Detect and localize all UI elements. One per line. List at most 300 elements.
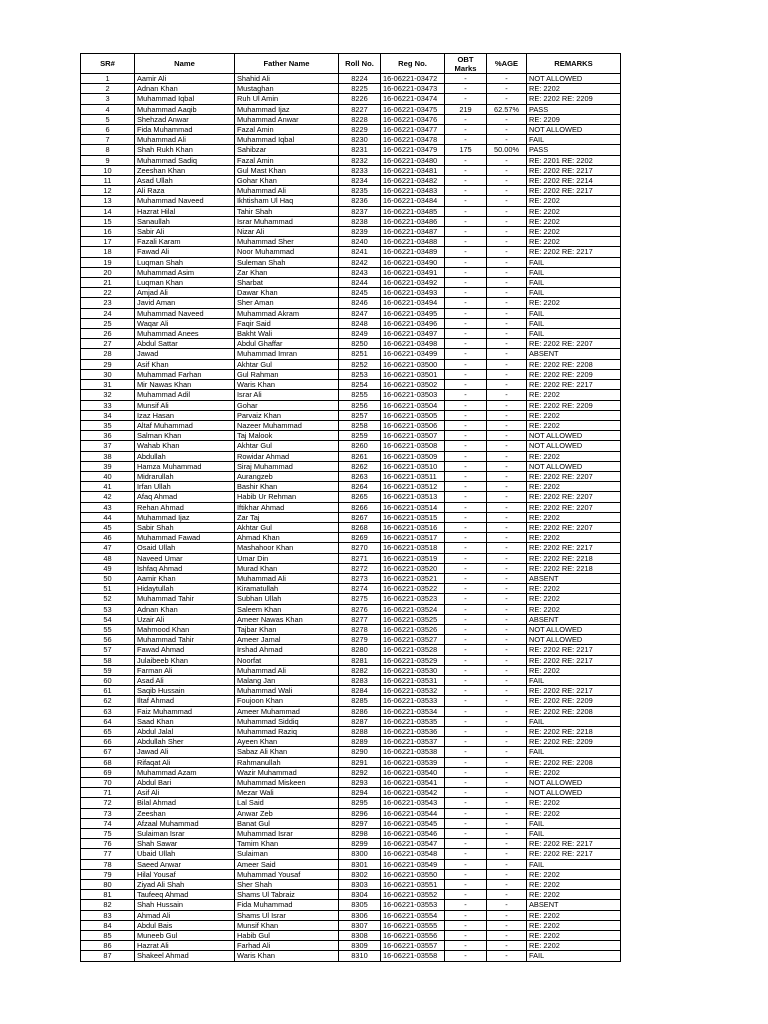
- roll-no-cell: 8234: [339, 176, 381, 186]
- name-cell: Ali Raza: [135, 186, 235, 196]
- obt-marks-cell: -: [445, 257, 487, 267]
- percentage-cell: -: [487, 461, 527, 471]
- sr-cell: 57: [81, 645, 135, 655]
- roll-no-cell: 8235: [339, 186, 381, 196]
- remarks-cell: RE: 2202 RE: 2217: [527, 849, 621, 859]
- percentage-cell: -: [487, 410, 527, 420]
- remarks-cell: RE: 2202 RE: 2217: [527, 655, 621, 665]
- roll-no-cell: 8247: [339, 308, 381, 318]
- table-row: [81, 288, 621, 298]
- sr-cell: 2: [81, 84, 135, 94]
- obt-marks-cell: -: [445, 318, 487, 328]
- reg-no-cell: 16-06221-03546: [381, 829, 445, 839]
- remarks-cell: RE: 2202: [527, 512, 621, 522]
- remarks-cell: NOT ALLOWED: [527, 125, 621, 135]
- percentage-cell: -: [487, 563, 527, 573]
- name-cell: Hazrat Hilal: [135, 206, 235, 216]
- remarks-cell: NOT ALLOWED: [527, 74, 621, 84]
- remarks-cell: FAIL: [527, 829, 621, 839]
- roll-no-cell: 8236: [339, 196, 381, 206]
- remarks-cell: NOT ALLOWED: [527, 624, 621, 634]
- sr-cell: 40: [81, 471, 135, 481]
- father-name-cell: Noorfat: [235, 655, 339, 665]
- sr-cell: 14: [81, 206, 135, 216]
- obt-marks-cell: -: [445, 941, 487, 951]
- reg-no-cell: 16-06221-03494: [381, 298, 445, 308]
- percentage-cell: -: [487, 329, 527, 339]
- sr-cell: 21: [81, 278, 135, 288]
- remarks-cell: RE: 2202 RE: 2207: [527, 502, 621, 512]
- father-name-cell: Akhtar Gul: [235, 359, 339, 369]
- roll-no-cell: 8275: [339, 594, 381, 604]
- reg-no-cell: 16-06221-03508: [381, 441, 445, 451]
- sr-cell: 8: [81, 145, 135, 155]
- father-name-cell: Zar Taj: [235, 512, 339, 522]
- remarks-cell: RE: 2202: [527, 869, 621, 879]
- header-father-name: Father Name: [235, 54, 339, 74]
- sr-cell: 5: [81, 114, 135, 124]
- reg-no-cell: 16-06221-03505: [381, 410, 445, 420]
- percentage-cell: -: [487, 778, 527, 788]
- sr-cell: 67: [81, 747, 135, 757]
- father-name-cell: Rowidar Ahmad: [235, 451, 339, 461]
- sr-cell: 32: [81, 390, 135, 400]
- table-row: [81, 890, 621, 900]
- name-cell: Munsif Ali: [135, 400, 235, 410]
- name-cell: Asif Khan: [135, 359, 235, 369]
- father-name-cell: Ahmad Khan: [235, 533, 339, 543]
- reg-no-cell: 16-06221-03487: [381, 227, 445, 237]
- percentage-cell: -: [487, 645, 527, 655]
- reg-no-cell: 16-06221-03489: [381, 247, 445, 257]
- father-name-cell: Anwar Zeb: [235, 808, 339, 818]
- roll-no-cell: 8280: [339, 645, 381, 655]
- table-row: [81, 849, 621, 859]
- obt-marks-cell: -: [445, 747, 487, 757]
- remarks-cell: RE: 2202 RE: 2209: [527, 400, 621, 410]
- remarks-cell: RE: 2202 RE: 2207: [527, 339, 621, 349]
- sr-cell: 17: [81, 237, 135, 247]
- father-name-cell: Muhammad Imran: [235, 349, 339, 359]
- sr-cell: 58: [81, 655, 135, 665]
- percentage-cell: -: [487, 594, 527, 604]
- reg-no-cell: 16-06221-03526: [381, 624, 445, 634]
- name-cell: Iltaf Ahmad: [135, 696, 235, 706]
- sr-cell: 37: [81, 441, 135, 451]
- table-row: [81, 267, 621, 277]
- roll-no-cell: 8231: [339, 145, 381, 155]
- sr-cell: 75: [81, 829, 135, 839]
- name-cell: Hidaytullah: [135, 584, 235, 594]
- name-cell: Sabir Ali: [135, 227, 235, 237]
- reg-no-cell: 16-06221-03510: [381, 461, 445, 471]
- father-name-cell: Bakht Wali: [235, 329, 339, 339]
- remarks-cell: RE: 2202 RE: 2217: [527, 543, 621, 553]
- remarks-cell: FAIL: [527, 859, 621, 869]
- roll-no-cell: 8254: [339, 380, 381, 390]
- reg-no-cell: 16-06221-03481: [381, 165, 445, 175]
- table-row: [81, 165, 621, 175]
- remarks-cell: NOT ALLOWED: [527, 788, 621, 798]
- table-row: [81, 839, 621, 849]
- obt-marks-cell: -: [445, 737, 487, 747]
- percentage-cell: -: [487, 675, 527, 685]
- sr-cell: 54: [81, 614, 135, 624]
- reg-no-cell: 16-06221-03502: [381, 380, 445, 390]
- table-row: [81, 492, 621, 502]
- name-cell: Abdul Bari: [135, 778, 235, 788]
- obt-marks-cell: -: [445, 196, 487, 206]
- roll-no-cell: 8269: [339, 533, 381, 543]
- father-name-cell: Tajbar Khan: [235, 624, 339, 634]
- percentage-cell: -: [487, 74, 527, 84]
- father-name-cell: Ameer Said: [235, 859, 339, 869]
- roll-no-cell: 8248: [339, 318, 381, 328]
- remarks-cell: FAIL: [527, 951, 621, 961]
- reg-no-cell: 16-06221-03490: [381, 257, 445, 267]
- table-row: [81, 512, 621, 522]
- percentage-cell: -: [487, 380, 527, 390]
- percentage-cell: -: [487, 706, 527, 716]
- percentage-cell: -: [487, 808, 527, 818]
- name-cell: Shah Sawar: [135, 839, 235, 849]
- roll-no-cell: 8290: [339, 747, 381, 757]
- roll-no-cell: 8303: [339, 880, 381, 890]
- obt-marks-cell: 219: [445, 104, 487, 114]
- reg-no-cell: 16-06221-03521: [381, 573, 445, 583]
- name-cell: Muhammad Sadiq: [135, 155, 235, 165]
- obt-marks-cell: -: [445, 859, 487, 869]
- reg-no-cell: 16-06221-03473: [381, 84, 445, 94]
- remarks-cell: RE: 2202: [527, 216, 621, 226]
- name-cell: Midrarullah: [135, 471, 235, 481]
- table-row: [81, 380, 621, 390]
- obt-marks-cell: -: [445, 94, 487, 104]
- remarks-cell: RE: 2202 RE: 2207: [527, 492, 621, 502]
- roll-no-cell: 8243: [339, 267, 381, 277]
- roll-no-cell: 8240: [339, 237, 381, 247]
- obt-marks-cell: -: [445, 237, 487, 247]
- percentage-cell: -: [487, 522, 527, 532]
- table-row: [81, 451, 621, 461]
- percentage-cell: -: [487, 900, 527, 910]
- sr-cell: 74: [81, 818, 135, 828]
- name-cell: Sabir Shah: [135, 522, 235, 532]
- percentage-cell: -: [487, 196, 527, 206]
- roll-no-cell: 8276: [339, 604, 381, 614]
- table-row: [81, 114, 621, 124]
- obt-marks-cell: -: [445, 135, 487, 145]
- obt-marks-cell: -: [445, 951, 487, 961]
- father-name-cell: Israr Ali: [235, 390, 339, 400]
- obt-marks-cell: -: [445, 165, 487, 175]
- roll-no-cell: 8258: [339, 420, 381, 430]
- roll-no-cell: 8294: [339, 788, 381, 798]
- roll-no-cell: 8271: [339, 553, 381, 563]
- sr-cell: 38: [81, 451, 135, 461]
- sr-cell: 72: [81, 798, 135, 808]
- father-name-cell: Nizar Ali: [235, 227, 339, 237]
- remarks-cell: RE: 2202 RE: 2208: [527, 359, 621, 369]
- reg-no-cell: 16-06221-03528: [381, 645, 445, 655]
- roll-no-cell: 8281: [339, 655, 381, 665]
- roll-no-cell: 8289: [339, 737, 381, 747]
- father-name-cell: Suleman Shah: [235, 257, 339, 267]
- obt-marks-cell: -: [445, 522, 487, 532]
- roll-no-cell: 8257: [339, 410, 381, 420]
- obt-marks-cell: -: [445, 778, 487, 788]
- name-cell: Ubaid Ullah: [135, 849, 235, 859]
- name-cell: Muneeb Gul: [135, 931, 235, 941]
- name-cell: Mahmood Khan: [135, 624, 235, 634]
- sr-cell: 59: [81, 665, 135, 675]
- obt-marks-cell: -: [445, 614, 487, 624]
- table-row: [81, 298, 621, 308]
- reg-no-cell: 16-06221-03514: [381, 502, 445, 512]
- name-cell: Julaibeeb Khan: [135, 655, 235, 665]
- remarks-cell: RE: 2202: [527, 941, 621, 951]
- remarks-cell: RE: 2202: [527, 920, 621, 930]
- roll-no-cell: 8230: [339, 135, 381, 145]
- father-name-cell: Muhammad Ali: [235, 573, 339, 583]
- obt-marks-cell: -: [445, 278, 487, 288]
- reg-no-cell: 16-06221-03479: [381, 145, 445, 155]
- sr-cell: 85: [81, 931, 135, 941]
- father-name-cell: Habib Ur Rehman: [235, 492, 339, 502]
- sr-cell: 19: [81, 257, 135, 267]
- obt-marks-cell: -: [445, 573, 487, 583]
- name-cell: Ahmad Ali: [135, 910, 235, 920]
- father-name-cell: Akhtar Gul: [235, 522, 339, 532]
- remarks-cell: FAIL: [527, 716, 621, 726]
- sr-cell: 43: [81, 502, 135, 512]
- father-name-cell: Gohar Khan: [235, 176, 339, 186]
- remarks-cell: RE: 2202: [527, 604, 621, 614]
- name-cell: Asad Ullah: [135, 176, 235, 186]
- table-row: [81, 308, 621, 318]
- obt-marks-cell: -: [445, 369, 487, 379]
- table-row: [81, 798, 621, 808]
- percentage-cell: -: [487, 767, 527, 777]
- table-body: [81, 74, 621, 962]
- obt-marks-cell: -: [445, 420, 487, 430]
- father-name-cell: Sher Shah: [235, 880, 339, 890]
- roll-no-cell: 8255: [339, 390, 381, 400]
- reg-no-cell: 16-06221-03548: [381, 849, 445, 859]
- roll-no-cell: 8273: [339, 573, 381, 583]
- header-percentage: %AGE: [487, 54, 527, 74]
- name-cell: Afaq Ahmad: [135, 492, 235, 502]
- sr-cell: 30: [81, 369, 135, 379]
- sr-cell: 28: [81, 349, 135, 359]
- obt-marks-cell: -: [445, 788, 487, 798]
- reg-no-cell: 16-06221-03500: [381, 359, 445, 369]
- reg-no-cell: 16-06221-03557: [381, 941, 445, 951]
- obt-marks-cell: -: [445, 431, 487, 441]
- table-row: [81, 869, 621, 879]
- name-cell: Osaid Ullah: [135, 543, 235, 553]
- table-row: [81, 941, 621, 951]
- table-row: [81, 951, 621, 961]
- name-cell: Bilal Ahmad: [135, 798, 235, 808]
- roll-no-cell: 8307: [339, 920, 381, 930]
- percentage-cell: -: [487, 533, 527, 543]
- obt-marks-cell: -: [445, 155, 487, 165]
- sr-cell: 46: [81, 533, 135, 543]
- remarks-cell: ABSENT: [527, 573, 621, 583]
- table-row: [81, 431, 621, 441]
- header-reg-no: Reg No.: [381, 54, 445, 74]
- reg-no-cell: 16-06221-03550: [381, 869, 445, 879]
- reg-no-cell: 16-06221-03555: [381, 920, 445, 930]
- percentage-cell: -: [487, 910, 527, 920]
- remarks-cell: RE: 2202 RE: 2217: [527, 839, 621, 849]
- table-row: [81, 859, 621, 869]
- reg-no-cell: 16-06221-03530: [381, 665, 445, 675]
- reg-no-cell: 16-06221-03495: [381, 308, 445, 318]
- percentage-cell: -: [487, 349, 527, 359]
- roll-no-cell: 8298: [339, 829, 381, 839]
- roll-no-cell: 8250: [339, 339, 381, 349]
- percentage-cell: -: [487, 482, 527, 492]
- roll-no-cell: 8282: [339, 665, 381, 675]
- sr-cell: 7: [81, 135, 135, 145]
- name-cell: Adnan Khan: [135, 604, 235, 614]
- obt-marks-cell: -: [445, 553, 487, 563]
- percentage-cell: -: [487, 431, 527, 441]
- roll-no-cell: 8265: [339, 492, 381, 502]
- percentage-cell: -: [487, 125, 527, 135]
- name-cell: Abdul Sattar: [135, 339, 235, 349]
- obt-marks-cell: -: [445, 461, 487, 471]
- remarks-cell: RE: 2202: [527, 451, 621, 461]
- percentage-cell: -: [487, 339, 527, 349]
- table-row: [81, 716, 621, 726]
- remarks-cell: FAIL: [527, 288, 621, 298]
- roll-no-cell: 8277: [339, 614, 381, 624]
- name-cell: Muhammad Tahir: [135, 635, 235, 645]
- reg-no-cell: 16-06221-03551: [381, 880, 445, 890]
- percentage-cell: -: [487, 624, 527, 634]
- remarks-cell: RE: 2202: [527, 808, 621, 818]
- reg-no-cell: 16-06221-03492: [381, 278, 445, 288]
- obt-marks-cell: -: [445, 910, 487, 920]
- name-cell: Muhammad Naveed: [135, 196, 235, 206]
- reg-no-cell: 16-06221-03533: [381, 696, 445, 706]
- table-row: [81, 196, 621, 206]
- percentage-cell: -: [487, 890, 527, 900]
- table-row: [81, 594, 621, 604]
- name-cell: Mir Nawas Khan: [135, 380, 235, 390]
- table-row: [81, 257, 621, 267]
- remarks-cell: FAIL: [527, 135, 621, 145]
- obt-marks-cell: -: [445, 624, 487, 634]
- roll-no-cell: 8306: [339, 910, 381, 920]
- father-name-cell: Mustaghan: [235, 84, 339, 94]
- roll-no-cell: 8302: [339, 869, 381, 879]
- reg-no-cell: 16-06221-03537: [381, 737, 445, 747]
- table-row: [81, 767, 621, 777]
- percentage-cell: -: [487, 665, 527, 675]
- father-name-cell: Subhan Ullah: [235, 594, 339, 604]
- obt-marks-cell: -: [445, 594, 487, 604]
- percentage-cell: -: [487, 788, 527, 798]
- name-cell: Amjad Ali: [135, 288, 235, 298]
- obt-marks-cell: -: [445, 74, 487, 84]
- table-row: [81, 655, 621, 665]
- percentage-cell: -: [487, 747, 527, 757]
- obt-marks-cell: -: [445, 798, 487, 808]
- roll-no-cell: 8249: [339, 329, 381, 339]
- roll-no-cell: 8285: [339, 696, 381, 706]
- percentage-cell: -: [487, 155, 527, 165]
- percentage-cell: -: [487, 502, 527, 512]
- percentage-cell: -: [487, 655, 527, 665]
- name-cell: Muhammad Tahir: [135, 594, 235, 604]
- sr-cell: 60: [81, 675, 135, 685]
- roll-no-cell: 8301: [339, 859, 381, 869]
- percentage-cell: -: [487, 359, 527, 369]
- percentage-cell: -: [487, 247, 527, 257]
- sr-cell: 45: [81, 522, 135, 532]
- roll-no-cell: 8259: [339, 431, 381, 441]
- roll-no-cell: 8288: [339, 727, 381, 737]
- table-row: [81, 359, 621, 369]
- father-name-cell: Ikhtisham Ul Haq: [235, 196, 339, 206]
- roll-no-cell: 8300: [339, 849, 381, 859]
- reg-no-cell: 16-06221-03553: [381, 900, 445, 910]
- remarks-cell: FAIL: [527, 675, 621, 685]
- obt-marks-cell: -: [445, 186, 487, 196]
- obt-marks-cell: -: [445, 390, 487, 400]
- name-cell: Shehzad Anwar: [135, 114, 235, 124]
- name-cell: Muhammad Iqbal: [135, 94, 235, 104]
- table-row: [81, 186, 621, 196]
- percentage-cell: -: [487, 492, 527, 502]
- father-name-cell: Aurangzeb: [235, 471, 339, 481]
- percentage-cell: -: [487, 737, 527, 747]
- sr-cell: 64: [81, 716, 135, 726]
- obt-marks-cell: -: [445, 308, 487, 318]
- obt-marks-cell: -: [445, 869, 487, 879]
- table-row: [81, 216, 621, 226]
- name-cell: Zeeshan: [135, 808, 235, 818]
- percentage-cell: -: [487, 543, 527, 553]
- table-row: [81, 502, 621, 512]
- results-table: [80, 53, 621, 962]
- percentage-cell: -: [487, 849, 527, 859]
- name-cell: Rifaqat Ali: [135, 757, 235, 767]
- name-cell: Muhammad Ali: [135, 135, 235, 145]
- father-name-cell: Kiramatullah: [235, 584, 339, 594]
- sr-cell: 50: [81, 573, 135, 583]
- table-row: [81, 624, 621, 634]
- name-cell: Adnan Khan: [135, 84, 235, 94]
- reg-no-cell: 16-06221-03480: [381, 155, 445, 165]
- obt-marks-cell: -: [445, 706, 487, 716]
- roll-no-cell: 8270: [339, 543, 381, 553]
- sr-cell: 13: [81, 196, 135, 206]
- obt-marks-cell: -: [445, 931, 487, 941]
- name-cell: Javid Aman: [135, 298, 235, 308]
- obt-marks-cell: -: [445, 849, 487, 859]
- table-row: [81, 329, 621, 339]
- father-name-cell: Ameer Nawas Khan: [235, 614, 339, 624]
- sr-cell: 48: [81, 553, 135, 563]
- remarks-cell: RE: 2202 RE: 2217: [527, 645, 621, 655]
- roll-no-cell: 8238: [339, 216, 381, 226]
- name-cell: Afzaal Muhammad: [135, 818, 235, 828]
